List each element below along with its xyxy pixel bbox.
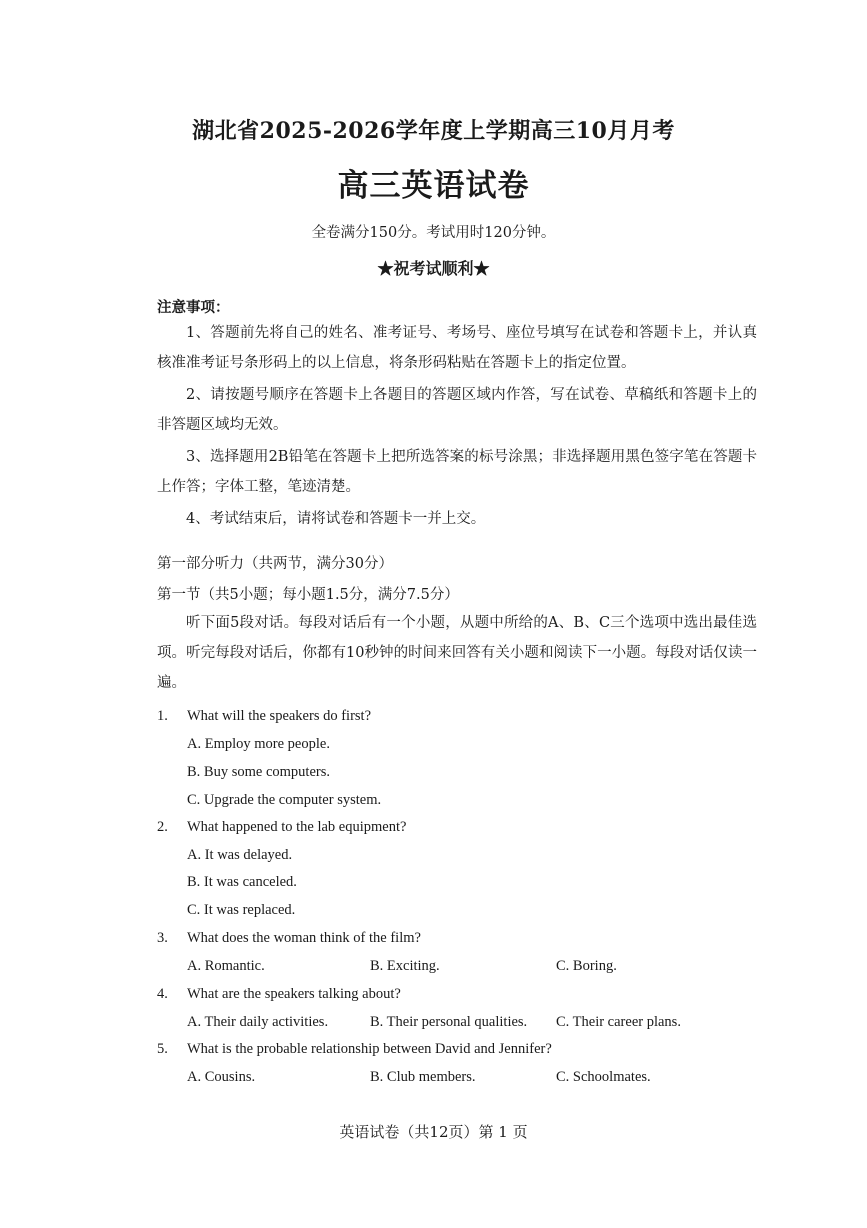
subject-title: 高三英语试卷	[337, 168, 530, 204]
section1-heading: 第一节（共5小题；每小题1.5分，满分7.5分）	[157, 587, 459, 603]
question-text: What are the speakers talking about?	[187, 986, 401, 1002]
q3-option-a: A. Romantic.	[187, 958, 265, 974]
question-number: 5.	[157, 1041, 168, 1057]
q4-option-c: C. Their career plans.	[556, 1014, 681, 1030]
notice-heading: 注意事项：	[157, 299, 230, 316]
page-footer: 英语试卷（共12页）第 1 页	[339, 1123, 528, 1141]
notice-item-4: 4、考试结束后，请将试卷和答题卡一并上交。	[186, 511, 486, 527]
question-4	[157, 986, 401, 1003]
q1-option-a: A. Employ more people.	[187, 736, 330, 752]
blessing-line: ★祝考试顺利★	[377, 259, 490, 278]
question-number: 4.	[157, 986, 168, 1002]
q2-option-a: A. It was delayed.	[187, 847, 293, 863]
question-number: 1.	[157, 708, 168, 724]
q1-option-c: C. Upgrade the computer system.	[187, 792, 382, 808]
q5-option-a: A. Cousins.	[187, 1069, 256, 1085]
q3-option-b: B. Exciting.	[370, 958, 440, 974]
part1-heading: 第一部分听力（共两节，满分30分）	[157, 556, 393, 572]
q4-option-b: B. Their personal qualities.	[370, 1014, 528, 1030]
question-1	[157, 708, 371, 725]
q5-option-b: B. Club members.	[370, 1069, 476, 1085]
exam-title: 湖北省2025-2026学年度上学期高三10月月考	[192, 118, 675, 144]
question-2	[157, 819, 406, 836]
q4-option-a: A. Their daily activities.	[187, 1014, 329, 1030]
notice-item-3: 3、选择题用2B铅笔在答题卡上把所选答案的标号涂黑；非选择题用黑色签字笔在答题卡上作答；字体工整，笔迹清楚。	[157, 449, 757, 495]
question-number: 3.	[157, 930, 168, 946]
listening-directions: 听下面5段对话。每段对话后有一个小题，从题中所给的A、B、C三个选项中选出最佳选项。听完每段对话后，你都有10秒钟的时间来回答有关小题和阅读下一小题。每段对话仅读一遍。	[157, 615, 757, 691]
question-text: What happened to the lab equipment?	[187, 819, 407, 835]
q1-option-b: B. Buy some computers.	[187, 764, 330, 780]
question-3	[157, 930, 421, 947]
score-info: 全卷满分150分。考试用时120分钟。	[311, 225, 556, 241]
q2-option-b: B. It was canceled.	[187, 874, 297, 890]
question-number: 2.	[157, 819, 168, 835]
question-text: What does the woman think of the film?	[187, 930, 421, 946]
q5-option-c: C. Schoolmates.	[556, 1069, 651, 1085]
question-text: What will the speakers do first?	[187, 708, 372, 724]
question-text: What is the probable relationship between David and Jennifer?	[187, 1041, 552, 1057]
notice-item-1: 1、答题前先将自己的姓名、准考证号、考场号、座位号填写在试卷和答题卡上，并认真核准准考证号条形码上的以上信息，将条形码粘贴在答题卡上的指定位置。	[157, 325, 757, 371]
question-5	[157, 1041, 552, 1058]
q2-option-c: C. It was replaced.	[187, 902, 296, 918]
notice-item-2: 2、请按题号顺序在答题卡上各题目的答题区域内作答，写在试卷、草稿纸和答题卡上的非答题区域均无效。	[157, 387, 757, 433]
q3-option-c: C. Boring.	[556, 958, 617, 974]
